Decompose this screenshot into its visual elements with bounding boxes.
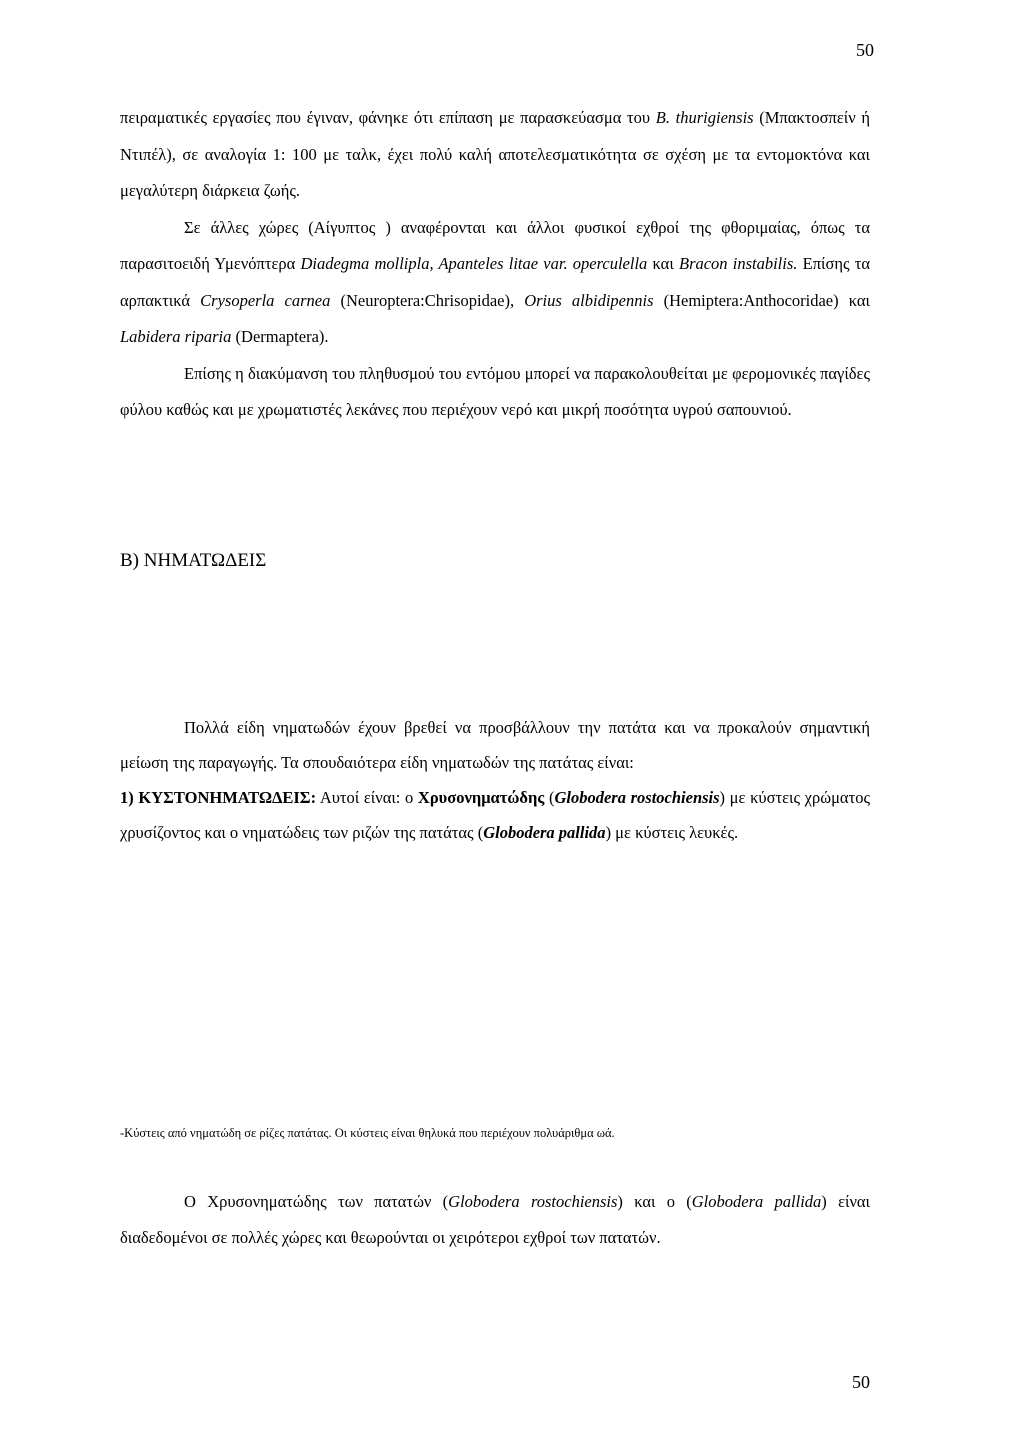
page-number-bottom: 50 bbox=[852, 1372, 870, 1392]
p1-text: πειραματικές εργασίες που έγιναν, φάνηκε ότι επίπαση με παρασκεύασμα του bbox=[120, 108, 656, 127]
paragraph-3: Επίσης η διακύμανση του πληθυσμού του εντόμου μπορεί να παρακολουθείται με φερομονικές παγίδες φύλου καθώς και με χρωματιστές λεκάνες που περιέχουν νερό και μικρή ποσότητα υγρού σαπουνιού. bbox=[120, 363, 870, 419]
p5-t1: Αυτοί είναι: ο bbox=[316, 788, 418, 807]
p1-species: thurigiensis bbox=[675, 108, 754, 127]
p6-t2: ) και ο ( bbox=[617, 1192, 692, 1211]
p5-b2: Χρυσονηματώδης bbox=[417, 788, 545, 807]
p2-i2: Bracon instabilis. bbox=[678, 254, 798, 273]
paragraph-2 bbox=[120, 210, 870, 356]
p2-i5: Labidera riparia bbox=[120, 327, 232, 346]
p6-i1: Globodera rostochiensis bbox=[448, 1192, 618, 1211]
paragraph-6 bbox=[120, 1184, 870, 1256]
page-number-top: 50 bbox=[856, 40, 874, 60]
p2-i4: Orius albidipennis bbox=[524, 290, 654, 310]
p5-bi2: Globodera pallida bbox=[483, 823, 606, 842]
body-text-bottom bbox=[120, 1184, 870, 1256]
body-text-top bbox=[120, 100, 870, 429]
p1-text-2: (Μπακτοσπείν ή Ντιπέλ), σε αναλογία 1: 100 με ταλκ, έχει πολύ καλή αποτελεσματικότητα σε σχέση με τα εντομοκτόνα και μεγαλύτερη διάρκεια ζωής. bbox=[120, 108, 870, 200]
p2-i3: Crysoperla carnea bbox=[200, 290, 331, 310]
p2-t2: και bbox=[647, 254, 679, 273]
p5-b1: 1) ΚΥΣΤΟΝΗΜΑΤΩΔΕΙΣ: bbox=[120, 788, 317, 807]
paragraph-4: Πολλά είδη νηματωδών έχουν βρεθεί να προσβάλλουν την πατάτα και να προκαλούν σημαντική μείωση της παραγωγής. Τα σπουδαιότερα είδη νηματωδών της πατάτας είναι: bbox=[120, 718, 870, 772]
p2-t5: (Hemiptera:Anthocoridae) και bbox=[653, 290, 870, 310]
p6-t1: Ο Χρυσονηματώδης των πατατών ( bbox=[184, 1192, 449, 1211]
section-heading: Β) ΝΗΜΑΤΩΔΕΙΣ bbox=[120, 550, 267, 571]
p1-italic: B. bbox=[655, 108, 670, 127]
p5-t3: ) με κύστεις χρώματος χρυσίζοντος και ο νηματώδεις των ριζών της πατάτας ( bbox=[120, 788, 870, 842]
p6-t3: ) είναι διαδεδομένοι σε πολλές χώρες και θεωρούνται οι χειρότεροι εχθροί των πατατών. bbox=[120, 1192, 870, 1247]
p2-t1: Σε άλλες χώρες (Αίγυπτος ) αναφέρονται και άλλοι φυσικοί εχθροί της φθοριμαίας, όπως τα παρασιτοειδή Υμενόπτερα bbox=[120, 217, 870, 273]
p6-i2: Globodera pallida bbox=[691, 1192, 822, 1211]
body-text-nematodes bbox=[120, 710, 870, 850]
p2-i1: Diadegma mollipla, Apanteles litae var. operculella bbox=[300, 254, 648, 273]
p2-t3: Επίσης τα αρπακτικά bbox=[120, 254, 870, 310]
p5-bi1: Globodera rostochiensis bbox=[554, 788, 720, 807]
figure-caption: -Κύστεις από νηματώδη σε ρίζες πατάτας. Οι κύστεις είναι θηλυκά που περιέχουν πολυάριθμα ωά. bbox=[120, 1126, 615, 1140]
p2-t6: (Dermaptera). bbox=[231, 327, 329, 346]
p2-t4: (Neuroptera:Chrisopidae), bbox=[330, 290, 525, 310]
p5-t4: ) με κύστεις λευκές. bbox=[605, 823, 739, 842]
paragraph-5 bbox=[120, 780, 870, 850]
paragraph-1 bbox=[120, 100, 870, 210]
p5-t2: ( bbox=[544, 788, 555, 807]
